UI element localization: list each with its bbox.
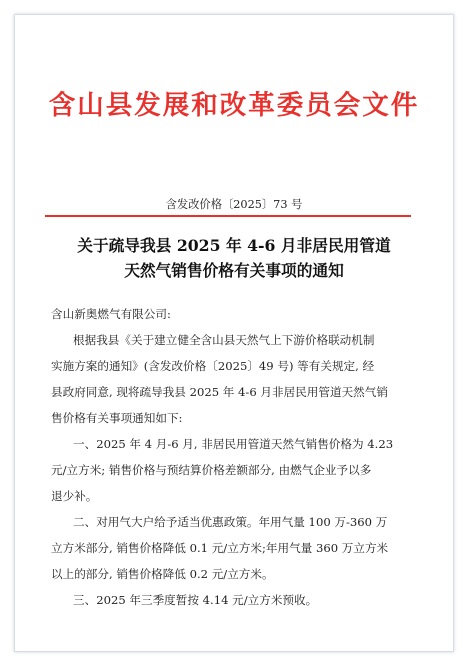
- paragraph-line: 县政府同意, 现将疏导我县 2025 年 4-6 月非居民用管道天然气销: [51, 385, 388, 399]
- document-title-line-1: 关于疏导我县 2025 年 4-6 月非居民用管道: [77, 236, 391, 255]
- document-title-line-2: 天然气销售价格有关事项的通知: [124, 261, 344, 280]
- paragraph-line: 一、2025 年 4 月-6 月, 非居民用管道天然气销售价格为 4.23: [73, 437, 394, 451]
- paragraph-line: 退少补。: [51, 489, 98, 503]
- salutation: 含山新奥燃气有限公司:: [51, 307, 171, 321]
- paragraph-line: 以上的部分, 销售价格降低 0.2 元/立方米。: [51, 567, 274, 581]
- paragraph-line: 根据我县《关于建立健全含山县天然气上下游价格联动机制: [73, 333, 375, 347]
- paragraph-line: 售价格有关事项通知如下:: [51, 411, 183, 425]
- document-number: 含发改价格〔2025〕73 号: [165, 198, 303, 211]
- paragraph-line: 实施方案的通知》(含发改价格〔2025〕49 号) 等有关规定, 经: [51, 359, 375, 373]
- paragraph-line: 立方米部分, 销售价格降低 0.1 元/立方米;年用气量 360 万立方米: [51, 541, 389, 555]
- paragraph-line: 元/立方米; 销售价格与预结算价格差额部分, 由燃气企业予以多: [51, 463, 372, 477]
- document-page: [14, 14, 454, 652]
- paragraph-line: 三、2025 年三季度暂按 4.14 元/立方米预收。: [73, 593, 318, 607]
- org-header-title: 含山县发展和改革委员会文件: [48, 90, 420, 121]
- red-divider-line: [45, 215, 411, 217]
- paragraph-line: 二、对用气大户给予适当优惠政策。年用气量 100 万-360 万: [73, 515, 388, 529]
